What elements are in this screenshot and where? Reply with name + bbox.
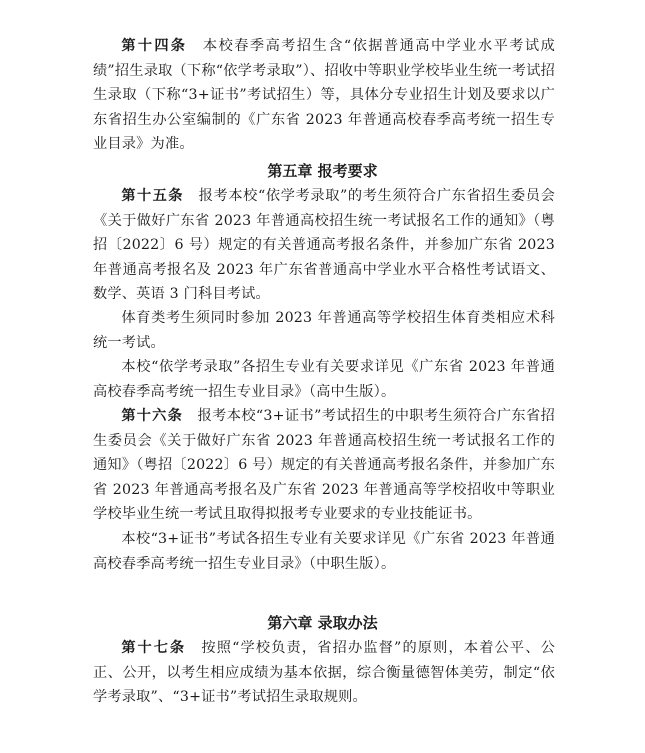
article-17-text: 按照“学校负责，省招办监督”的原则，本着公平、公正、公开，以考生相应成绩为基本依据，综合衡量德智体美劳，制定“依学考录取”、“3+证书”考试招生录取规则。 <box>93 640 555 706</box>
sports-paragraph: 体育类考生须同时参加 2023 年普通高等学校招生体育类相应术科统一考试。 <box>93 310 555 351</box>
article-14-paragraph <box>93 34 555 157</box>
chapter-5-heading: 第五章 报考要求 <box>267 162 378 180</box>
article-17-label: 第十七条 <box>121 640 187 656</box>
article-15-text: 报考本校“依学考录取”的考生须符合广东省招生委员会《关于做好广东省 2023 年普通高校招生统一考试报名工作的通知》（粤招〔2022〕6 号）规定的有关普通高考报名条件，并参加广东省 2023 年普通高考报名及 2023 年广东省普通高中学业水平合格性考试语文、数学、英语 3 门科目考试。 <box>93 188 555 303</box>
article-16-label: 第十六条 <box>121 408 183 424</box>
article-15-label: 第十五条 <box>121 188 184 204</box>
article-15-paragraph <box>93 184 555 307</box>
article-14-label: 第十四条 <box>121 38 188 54</box>
article-14-text: 本校春季高考招生含“依据普通高中学业水平考试成绩”招生录取（下称“依学考录取”）、招收中等职业学校毕业生统一考试招生录取（下称“3+证书”考试招生）等，具体分专业招生计划及要求以广东省招生办公室编制的《广东省 2023 年普通高校春季高考统一招生专业目录》为准。 <box>93 38 555 153</box>
zhengshu-requirements-paragraph: 本校“3+证书”考试各招生专业有关要求详见《广东省 2023 年普通高校春季高考统一招生专业目录》（中职生版）。 <box>93 531 555 572</box>
article-16-paragraph <box>93 404 555 527</box>
article-17-paragraph <box>93 636 555 710</box>
xuekao-requirements-paragraph: 本校“依学考录取”各招生专业有关要求详见《广东省 2023 年普通高校春季高考统一招生专业目录》（高中生版）。 <box>93 359 555 400</box>
article-16-text: 报考本校“3+证书”考试招生的中职考生须符合广东省招生委员会《关于做好广东省 2023 年普通高校招生统一考试报名工作的通知》（粤招〔2022〕6 号）规定的有关普通高考报名条件，并参加广东省 2023 年普通高考报名及广东省 2023 年普通高等学校招收中等职业学校毕业生统一考试且取得拟报考专业要求的专业技能证书。 <box>93 408 555 523</box>
chapter-6-heading: 第六章 录取办法 <box>267 614 378 632</box>
